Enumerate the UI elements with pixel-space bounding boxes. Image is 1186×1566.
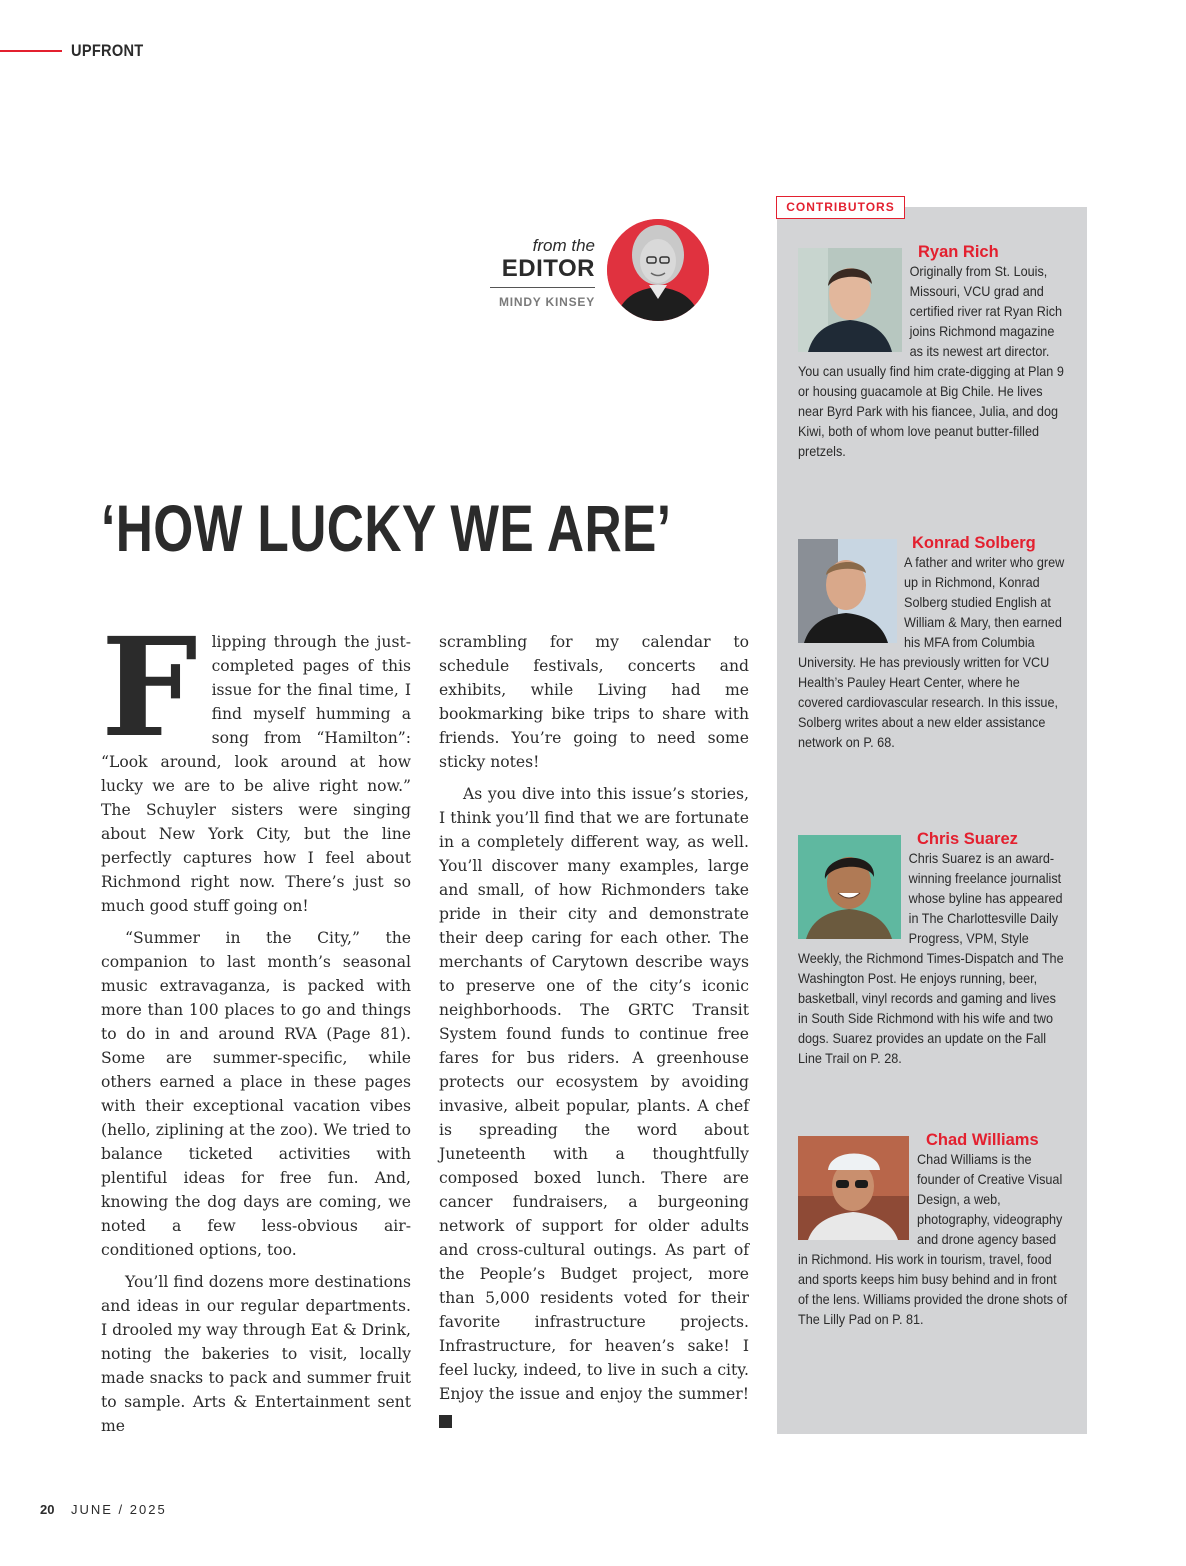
paragraph-text: As you dive into this issue’s stories, I think you’ll find that we are fortunate in a completely different way, as well. You’ll discover many examples, large and small, of how Richmonders take pride in their city and demonstrate their deep caring for each other. The merchants of Carytown describe ways to preserve one of the city’s iconic neighborhoods. The GRTC Transit System found funds to continue free fares for bus riders. A greenhouse protects our ecosystem by avoiding invasive, albeit popular, plants. A chef is spreading the word about Juneteenth with a thoughtfully composed boxed lunch. There are cancer fundraisers, a burgeoning network of support for older adults and cross-cultural outings. As part of the People’s Budget project, more than 5,000 residents voted for their favorite infrastructure projects. Infrastructure, for heaven’s sake! I feel lucky, indeed, to live in such a city. Enjoy the issue and enjoy the summer! bbox=[439, 785, 749, 1403]
contributor-chris-suarez bbox=[798, 830, 1068, 1069]
article-paragraph: You’ll find dozens more destinations and ideas in our regular departments. I drooled my way through Eat & Drink, noting the bakeries to visit, locally made snacks to pack and summer fruit to sample. Arts & Entertainment sent me bbox=[101, 1273, 411, 1435]
article-column-2 bbox=[439, 630, 749, 1430]
from-the-label: from the bbox=[532, 236, 595, 255]
article-paragraph bbox=[439, 782, 749, 1430]
contributor-name: Konrad Solberg bbox=[912, 534, 1036, 552]
contributor-name: Ryan Rich bbox=[918, 243, 999, 261]
section-label: UPFRONT bbox=[71, 41, 144, 60]
contributor-bio: Chad Williams is the founder of Creative Visual Design, a web, photography, videography and drone agency based in Richmond. His work in tourism, travel, food and sports keeps him busy behind and in front of the lens. Williams provided the drone shots of The Lilly Pad on P. 81. bbox=[798, 1152, 1068, 1327]
contributor-bio: Originally from St. Louis, Missouri, VCU grad and certified river rat Ryan Rich joins Richmond magazine as its newest art director. You can usually find him crate-digging at Plan 9 or housing guacamole at Big Chile. He lives near Byrd Park with his fiancee, Julia, and dog Kiwi, both of whom love peanut butter-filled pretzels. bbox=[798, 264, 1064, 459]
article-paragraph bbox=[101, 608, 411, 918]
paragraph-text: lipping through the just-completed pages of this issue for the final time, I find myself humming a song from “Hamilton”: “Look around, look around at how lucky we are to be alive right now.” The Schuyler sisters were singing about New York City, but the line perfectly captures how I feel about Richmond right now. There’s just so much good stuff going on! bbox=[101, 633, 411, 915]
end-mark-icon: R bbox=[439, 1415, 452, 1428]
section-rule bbox=[0, 50, 62, 52]
article-column-1 bbox=[101, 608, 411, 1438]
article-paragraph: “Summer in the City,” the companion to last month’s seasonal music extravaganza, is packed with more than 100 places to go and things to do in and around RVA (Page 81). Some are summer-specific, while others earned a place in these pages with their exceptional vacation vibes (hello, ziplining at the zoo). We tried to balance ticketed activities with plentiful ideas for free fun. And, knowing the dog days are coming, we noted a few less-obvious air-conditioned options, too. bbox=[101, 929, 411, 1259]
editor-divider bbox=[490, 287, 595, 288]
contributor-chad-williams bbox=[798, 1131, 1068, 1330]
page-number: 20 bbox=[40, 1502, 55, 1517]
contributors-tab: CONTRIBUTORS bbox=[776, 196, 905, 219]
contributor-name: Chad Williams bbox=[926, 1131, 1039, 1149]
editor-heading bbox=[470, 236, 595, 309]
contributor-bio: Chris Suarez is an award-winning freelance journalist whose byline has appeared in The Charlottesville Daily Progress, VPM, Style Weekly, the Richmond Times-Dispatch and The Washington Post. He enjoys running, beer, basketball, vinyl records and gaming and lives in South Side Richmond with his wife and two dogs. Suarez provides an update on the Fall Line Trail on P. 28. bbox=[798, 851, 1064, 1066]
contributor-konrad-solberg bbox=[798, 534, 1068, 753]
issue-date: JUNE / 2025 bbox=[71, 1502, 167, 1517]
contributor-name: Chris Suarez bbox=[917, 830, 1018, 848]
editor-label: EDITOR bbox=[501, 255, 595, 282]
article-headline: ‘HOW LUCKY WE ARE’ bbox=[101, 491, 672, 565]
editor-portrait-photo bbox=[607, 219, 709, 321]
contributor-ryan-rich bbox=[798, 243, 1068, 462]
article-paragraph: scrambling for my calendar to schedule festivals, concerts and exhibits, while Living had me bookmarking bike trips to share with friends. You’re going to need some sticky notes! bbox=[439, 633, 749, 771]
contributor-bio: A father and writer who grew up in Richmond, Konrad Solberg studied English at William & Mary, then earned his MFA from Columbia University. He has previously written for VCU Health’s Pauley Heart Center, where he covered cardiovascular research. In this issue, Solberg writes about a new elder assistance network on P. 68. bbox=[798, 555, 1065, 750]
drop-cap: F bbox=[101, 608, 198, 768]
editor-name: MINDY KINSEY bbox=[498, 295, 595, 309]
